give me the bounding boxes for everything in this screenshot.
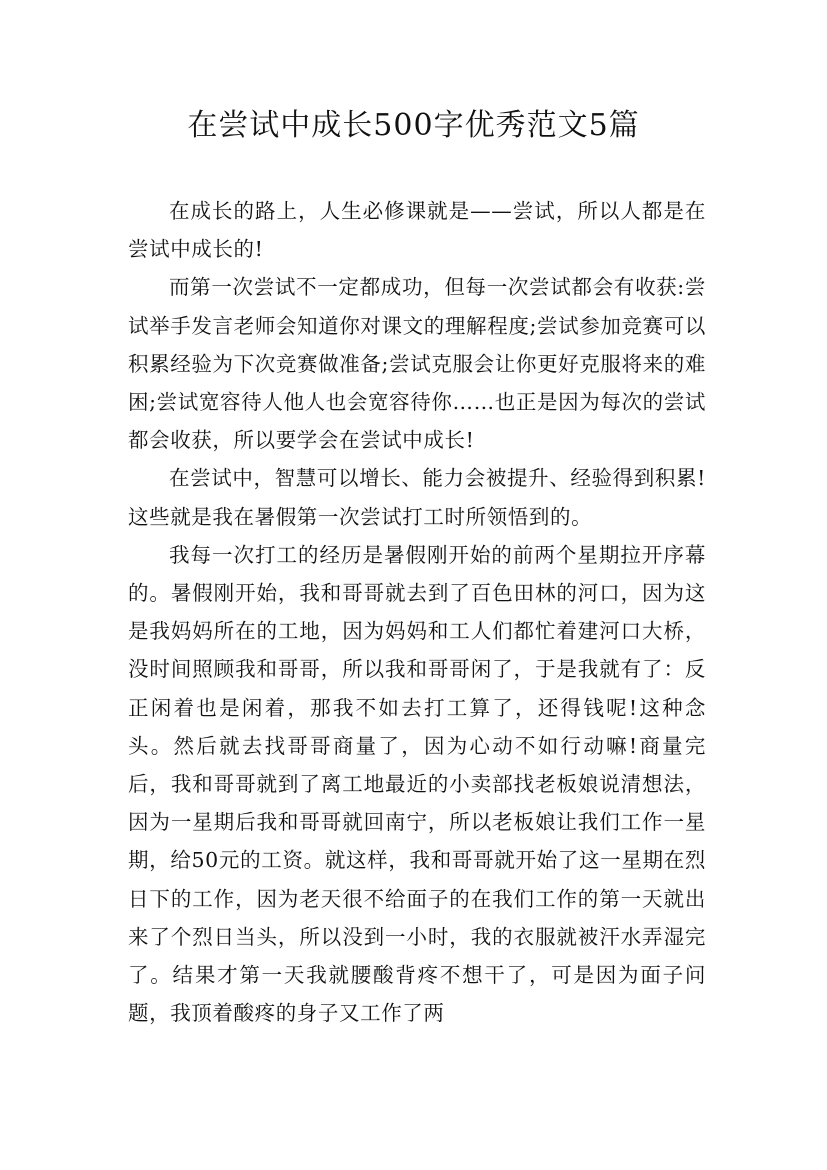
- paragraph-3: 在尝试中，智慧可以增长、能力会被提升、经验得到积累!这些就是我在暑假第一次尝试打工时所领悟到的。: [128, 466, 706, 529]
- paragraph-4: 我每一次打工的经历是暑假刚开始的前两个星期拉开序幕的。暑假刚开始，我和哥哥就去到了百色田林的河口，因为这是我妈妈所在的工地，因为妈妈和工人们都忙着建河口大桥，没时间照顾我和哥哥，所以我和哥哥闲了，于是我就有了：反正闲着也是闲着，那我不如去打工算了，还得钱呢!这种念头。然后就去找哥哥商量了，因为心动不如行动嘛!商量完后，我和哥哥就到了离工地最近的小卖部找老板娘说清想法，因为一星期后我和哥哥就回南宁，所以老板娘让我们工作一星期，给50元的工资。就这样，我和哥哥就开始了这一星期在烈日下的工作，因为老天很不给面子的在我们工作的第一天就出来了个烈日当头，所以没到一小时，我的衣服就被汗水弄湿完了。结果才第一天我就腰酸背疼不想干了，可是因为面子问题，我顶着酸疼的身子又工作了两: [128, 542, 706, 1026]
- document-body: [128, 192, 706, 1032]
- paragraph-1: 在成长的路上，人生必修课就是——尝试，所以人都是在尝试中成长的!: [128, 199, 706, 262]
- document-title: 在尝试中成长500字优秀范文5篇: [187, 108, 640, 143]
- paragraph-2: 而第一次尝试不一定都成功，但每一次尝试都会有收获:尝试举手发言老师会知道你对课文的理解程度;尝试参加竞赛可以积累经验为下次竞赛做准备;尝试克服会让你更好克服将来的难困;尝试宽容待人他人也会宽容待你……也正是因为每次的尝试都会收获，所以要学会在尝试中成长!: [128, 275, 706, 453]
